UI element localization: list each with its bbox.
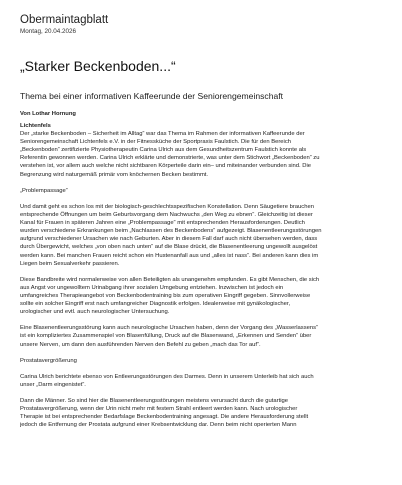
paragraph-line: urologischer und evtl. auch neurologischer Untersuchung. <box>20 309 170 316</box>
paragraph-line: Kanal für Frauen in späteren Jahren eine „Problempassage“ mit entsprechenden Herausforderungen. Deutlich <box>20 220 305 227</box>
paragraph-line: durch Übergewicht, welches „von oben nach unten“ auf die Blase drückt, die Blasenentleerung ungewollt ausgelöst <box>20 244 318 251</box>
paragraph-line: unsere Nerven, um dann den ausführenden Nerven den Befehl zu geben „mach das Tor auf“. <box>20 341 261 348</box>
paragraph-line: werden kann. Bei manchen Frauen reicht schon ein Hustenanfall aus und „alles ist nass“. Bei anderen kann dies im <box>20 252 319 259</box>
paragraph-line: Prostatavergrößerung, wenn der Urin nicht mehr mit festem Strahl entleert werden kann. Nach urologischer <box>20 406 298 413</box>
paragraph-5 <box>20 373 382 389</box>
paragraph-line: Und damit geht es schon los mit der biologisch-geschlechtsspezifischen Konstellation. Denn Säugetiere brauchen <box>20 203 314 210</box>
paragraph-line: umfangreiches Therapieangebot von Beckenbodentraining bis zum operativen Eingriff gegeben. Sinnvollerweise <box>20 292 311 299</box>
paragraph-line: aufgrund verschiedener Ursachen wie nach Geburten. Aber in diesem Fall darf auch nicht übersehen werden, dass <box>20 236 318 243</box>
paragraph-line: Dann die Männer. So sind hier die Blasenentleerungsstörungen meistens verursacht durch die gutartige <box>20 398 288 405</box>
paragraph-line: Der „starke Beckenboden – Sicherheit im Alltag“ war das Thema im Rahmen der informativen Kaffeerunde der <box>20 131 305 138</box>
paragraph-line: Begrenzung wird naturgemäß primär vom knöchernen Becken bestimmt. <box>20 171 209 178</box>
dateline: Lichtenfels <box>20 123 51 129</box>
paragraph-line: Referentin gewonnen werden. Carina Ulrich erklärte und demonstrierte, was unter dem Stichwort „Beckenboden“ zu <box>20 155 320 162</box>
paragraph-line: ist ein kompliziertes Zusammenspiel von Blasenfüllung, Druck auf die Blasenwand, „Erkennen und Senden“ über <box>20 333 312 340</box>
paragraph-2 <box>20 203 382 268</box>
article-author: Von Lothar Hornung <box>20 111 76 117</box>
paragraph-6 <box>20 397 382 429</box>
newspaper-name: Obermaintagblatt <box>20 14 109 26</box>
paragraph-1 <box>20 130 382 179</box>
paragraph-line: sollte ein solcher Eingriff erst nach umfangreicher Diagnostik erfolgen. Idealerweise mit gynäkologischer, <box>20 301 291 308</box>
paragraph-line: aus Angst vor ungewolltem Urinabgang ihrer sozialen Umgebung entziehen. Inzwischen ist jedoch ein <box>20 284 284 291</box>
article-headline: „Starker Beckenboden...“ <box>20 58 176 74</box>
paragraph-line: unser „Darm eingenistet“. <box>20 382 86 388</box>
paragraph-line: Eine Blasenentleerungsstörung kann auch neurologische Ursachen haben, denn der Vorgang des „Wasserlassens“ <box>20 325 319 332</box>
paragraph-line: Liegen beim Sexualverkehr passieren. <box>20 260 120 267</box>
paragraph-line: entsprechende Öffnungen um beim Geburtsvorgang dem Nachwuchs „den Weg zu ebnen“. Gleichzeitig ist dieser <box>20 212 313 219</box>
paragraph-3 <box>20 276 382 316</box>
section-heading: „Problempassage“ <box>20 187 68 194</box>
article-body <box>20 122 382 430</box>
paragraph-4 <box>20 324 382 348</box>
paragraph-line: verstehen ist, vor allem auch welche nicht sichtbaren Körperteile darin ein– und miteinander verbunden sind. Die <box>20 163 312 170</box>
paragraph-line: Seniorengemeinschaft Lichtenfels e.V. in der Fitnessküche der Sportpraxis Faulstich. Die für den Bereich <box>20 139 292 146</box>
paragraph-line: Carina Ulrich berichtete ebenso von Entleerungsstörungen des Darmes. Denn in unserem Unterleib hat sich auch <box>20 373 314 380</box>
paragraph-line: jedoch die Entfernung der Prostata aufgrund einer Krebsentwicklung dar. Denn beim nicht operierten Mann <box>20 422 297 429</box>
article-subtitle: Thema bei einer informativen Kaffeerunde der Seniorengemeinschaft <box>20 91 284 101</box>
publication-date: Montag, 20.04.2026 <box>20 28 77 35</box>
paragraph-line: wurden verschiedene Erkrankungen beim „Nachlassen des Beckenbodens“ aufgezeigt. Blasenentleerungsstörungen <box>20 228 322 235</box>
paragraph-line: Diese Bandbreite wird normalerweise von allen Beteiligten als unangenehm empfunden. Es gibt Menschen, die sich <box>20 276 320 283</box>
section-heading: Prostatavergrößerung <box>20 357 77 364</box>
paragraph-line: Therapie ist bei entsprechender Bedarfslage Beckenbodentraining angesagt. Die andere Herausforderung stellt <box>20 414 309 421</box>
paragraph-line: „Beckenboden“ zertifizierte Physiotherapeutin Carina Ulrich aus dem Gesundheitszentrum Faulstich konnte als <box>20 147 307 154</box>
